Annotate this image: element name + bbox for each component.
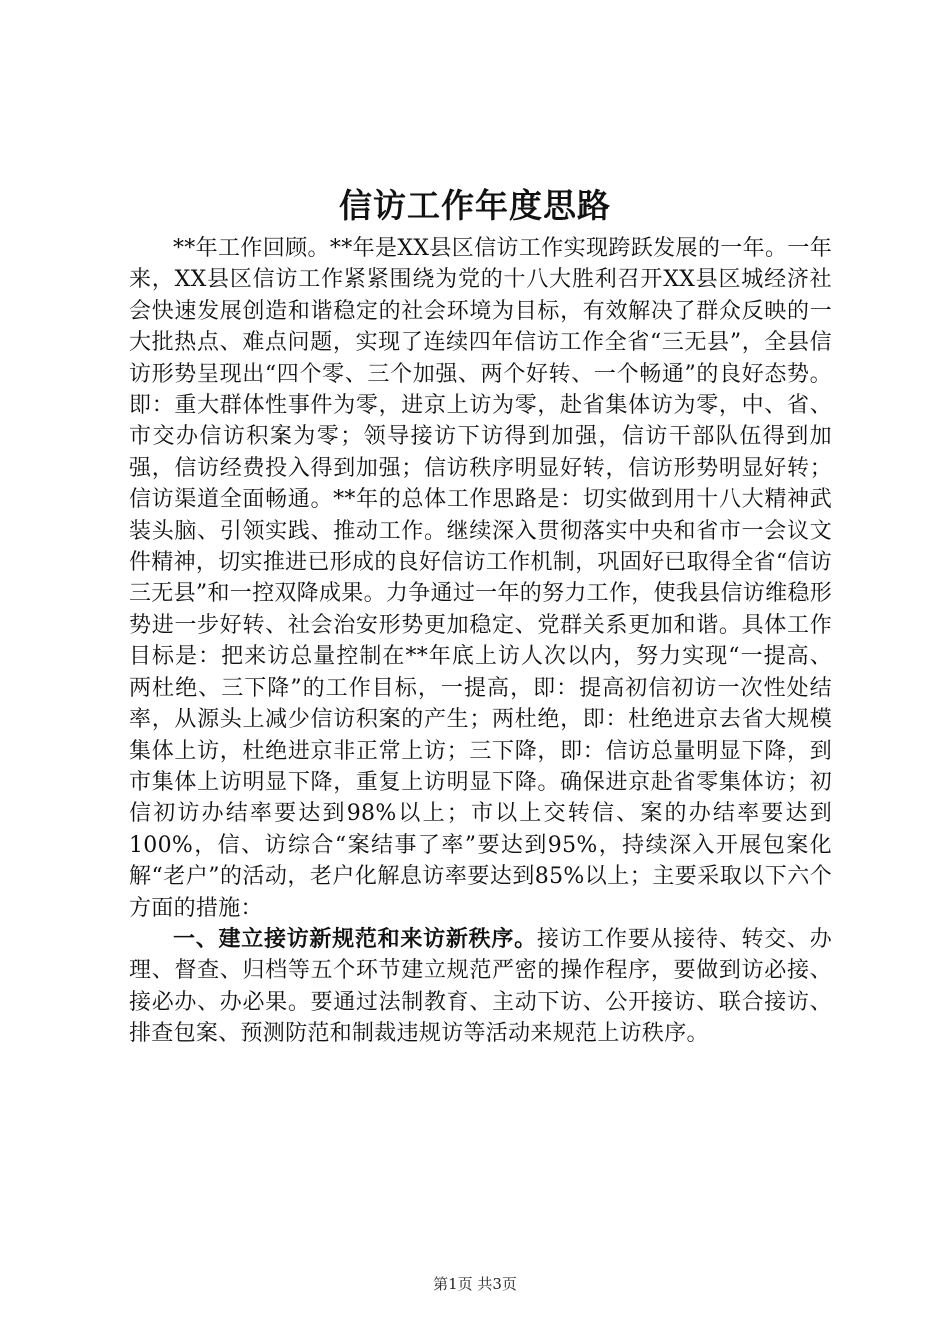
- paragraph-review: **年工作回顾。**年是XX县区信访工作实现跨跃发展的一年。一年来，XX县区信访工作紧紧围绕为党的十八大胜利召开XX县区城经济社会快速发展创造和谐稳定的社会环境为目标，有效解决了群众反映的一大批热点、难点问题，实现了连续四年信访工作全省“三无县”，全县信访形势呈现出“四个零、三个加强、两个好转、一个畅通”的良好态势。即：重大群体性事件为零，进京上访为零，赴省集体访为零，中、省、市交办信访积案为零；领导接访下访得到加强，信访干部队伍得到加强，信访经费投入得到加强；信访秩序明显好转，信访形势明显好转；信访渠道全面畅通。**年的总体工作思路是：切实做到用十八大精神武装头脑、引领实践、推动工作。继续深入贯彻落实中央和省市一会议文件精神，切实推进已形成的良好信访工作机制，巩固好已取得全省“信访三无县”和一控双降成果。力争通过一年的努力工作，使我县信访维稳形势进一步好转、社会治安形势更加稳定、党群关系更加和谐。具体工作目标是：把来访总量控制在**年底上访人次以内，努力实现“一提高、两杜绝、三下降”的工作目标，一提高，即：提高初信初访一次性处结率，从源头上减少信访积案的产生；两杜绝，即：杜绝进京去省大规模集体上访，杜绝进京非正常上访；三下降，即：信访总量明显下降，到市集体上访明显下降，重复上访明显下降。确保进京赴省零集体访；初信初访办结率要达到98%以上；市以上交转信、案的办结率要达到100%，信、访综合“案结事了率”要达到95%，持续深入开展包案化解“老户”的活动，老户化解息访率要达到85%以上；主要采取以下六个方面的措施：: [129, 236, 832, 921]
- section-heading: 一、建立接访新规范和来访新秩序。: [173, 925, 537, 952]
- section-body: 接访工作要从接待、转交、办理、督查、归档等五个环节建立规范严密的操作程序，要做到访必接、接必办、办必果。要通过法制教育、主动下访、公开接访、联合接访、排查包案、预测防范和制裁违规访等活动来规范上访秩序。: [129, 926, 832, 1047]
- page-footer: 第1页 共3页: [433, 1275, 517, 1293]
- paragraph-section-1: [129, 924, 832, 1050]
- document-body: [129, 233, 832, 1050]
- document-title: 信访工作年度思路: [339, 186, 611, 225]
